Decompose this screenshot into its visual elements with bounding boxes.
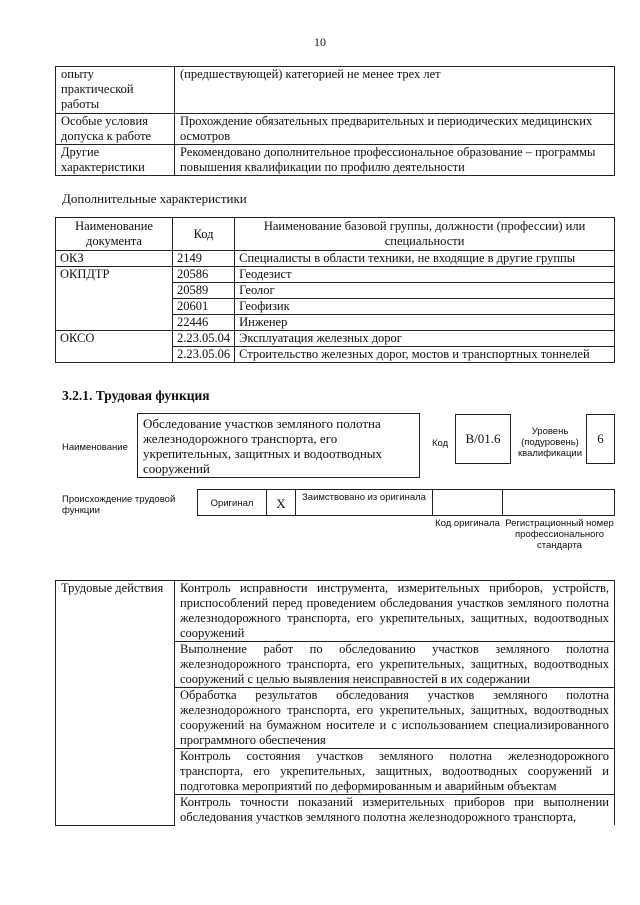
table-row (56, 67, 615, 114)
code-label: Код (432, 438, 449, 449)
qualification-table (55, 66, 615, 176)
row-value: (предшествующей) категорией не менее трех лет (175, 67, 615, 114)
action-item: Контроль точности показаний измерительных приборов при выполнении обследования участков земляного полотна железнодорожного транспорта, (175, 795, 615, 826)
origin-row (197, 489, 615, 516)
page-number: 10 (314, 35, 326, 49)
table-header-row (56, 218, 615, 251)
table-row (56, 331, 615, 347)
code-cell: 22446 (173, 315, 235, 331)
name-label: Наименование (62, 442, 128, 453)
row-value: Прохождение обязательных предварительных и периодических медицинских осмотров (175, 114, 615, 145)
action-item: Контроль исправности инструмента, измерительных приборов, устройств, приспособлений перед проведением обследования участков земляного полотна железнодорожного транспорта, его укрепительных, защитных, водоотводных сооружений (175, 581, 615, 642)
borrowed-cell (295, 489, 433, 516)
original-mark: X (276, 496, 286, 511)
function-name-box (137, 413, 420, 478)
row-label: Особые условия допуска к работе (56, 114, 175, 145)
table-row (56, 114, 615, 145)
level-label: Уровень (подуровень) квалификации (517, 426, 583, 459)
actions-label: Трудовые действия (56, 581, 175, 826)
doc-cell: ОКСО (56, 331, 173, 363)
name-cell: Инженер (235, 315, 615, 331)
table-row (56, 251, 615, 267)
action-item: Выполнение работ по обследованию участков земляного полотна железнодорожного транспорта, его укрепительных, защитных, водоотводных сооружений с целью выявления неисправностей в их содержании (175, 642, 615, 688)
column-header: Наименование документа (56, 218, 173, 251)
table-row (56, 145, 615, 176)
row-value: Рекомендовано дополнительное профессиональное образование – программы повышения квалификации по профилю деятельности (175, 145, 615, 176)
row-label: Другие характеристики (56, 145, 175, 176)
column-header: Наименование базовой группы, должности (профессии) или специальности (235, 218, 615, 251)
column-header: Код (173, 218, 235, 251)
function-name: Обследование участков земляного полотна железнодорожного транспорта, его укрепительных, защитных и водоотводных сооружений (143, 416, 383, 476)
origin-label: Происхождение трудовой функции (62, 494, 176, 516)
name-cell: Геофизик (235, 299, 615, 315)
code-cell: 20589 (173, 283, 235, 299)
additional-table (55, 217, 615, 363)
original-mark-cell (266, 489, 296, 516)
original-label: Оригинал (210, 498, 254, 509)
function-code: B/01.6 (455, 414, 511, 464)
name-cell: Эксплуатация железных дорог (235, 331, 615, 347)
original-code-cell (432, 489, 503, 516)
code-cell: 20586 (173, 267, 235, 283)
name-cell: Геодезист (235, 267, 615, 283)
code-cell: 2.23.05.06 (173, 347, 235, 363)
registration-number-cell (502, 489, 615, 516)
doc-cell: ОКПДТР (56, 267, 173, 331)
registration-caption: Регистрационный номер профессионального стандарта (505, 518, 614, 551)
qualification-level: 6 (586, 414, 615, 464)
action-item: Контроль состояния участков земляного полотна железнодорожного транспорта, его укрепительных, защитных, водоотводных сооружений и подготовка мероприятий по деформированным и аварийным объектам (175, 749, 615, 795)
original-cell (197, 489, 267, 516)
table-row (56, 267, 615, 283)
doc-cell: ОКЗ (56, 251, 173, 267)
code-cell: 2149 (173, 251, 235, 267)
name-cell: Геолог (235, 283, 615, 299)
table-row (56, 581, 615, 642)
name-cell: Строительство железных дорог, мостов и транспортных тоннелей (235, 347, 615, 363)
section-heading: 3.2.1. Трудовая функция (62, 388, 210, 403)
code-cell: 2.23.05.04 (173, 331, 235, 347)
borrowed-label: Заимствовано из оригинала (302, 492, 426, 503)
row-label: опыту практической работы (56, 67, 175, 114)
code-original-caption: Код оригинала (435, 518, 500, 529)
section-caption: Дополнительные характеристики (62, 191, 247, 206)
labor-actions-table (55, 580, 615, 826)
code-cell: 20601 (173, 299, 235, 315)
name-cell: Специалисты в области техники, не входящие в другие группы (235, 251, 615, 267)
action-item: Обработка результатов обследования участков земляного полотна железнодорожного транспорта, его укрепительных, защитных, водоотводных сооружений на бумажном носителе и с использованием специализированного программного обеспечения (175, 688, 615, 749)
